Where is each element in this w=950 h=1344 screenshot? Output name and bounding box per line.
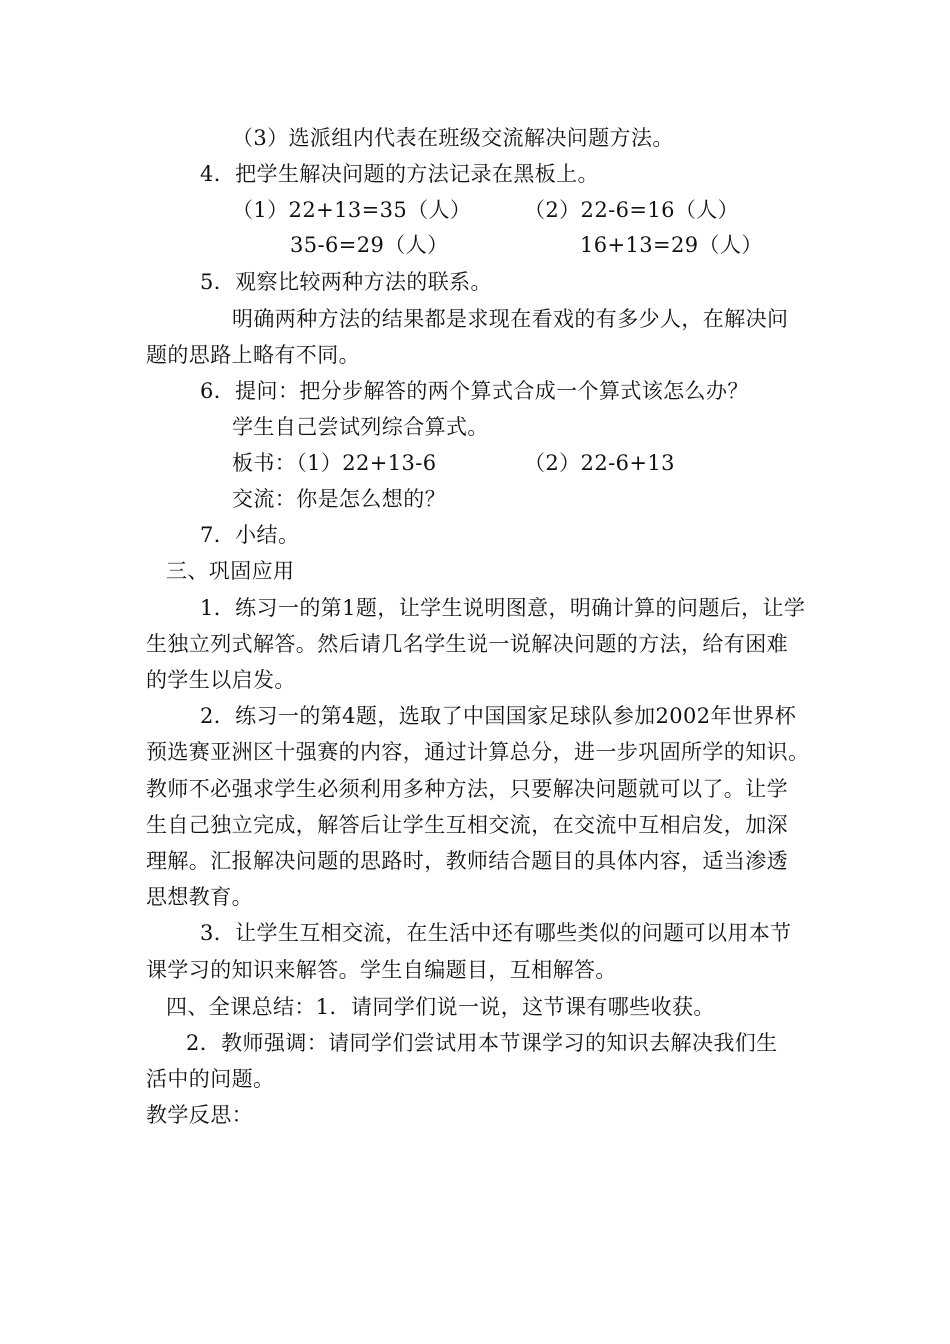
text-line: 思想教育。: [146, 885, 253, 909]
text-line: 4．把学生解决问题的方法记录在黑板上。: [200, 162, 599, 186]
text-line: 板书：（1）22+13-6: [232, 451, 437, 475]
text-line: 课学习的知识来解答。学生自编题目，互相解答。: [146, 958, 617, 982]
text-line: 生自己独立完成，解答后让学生互相交流，在交流中互相启发，加深: [146, 813, 788, 837]
text-line: 的学生以启发。: [146, 668, 296, 692]
text-line: 2．练习一的第4题，选取了中国国家足球队参加2002年世界杯: [200, 704, 797, 728]
text-line: 预选赛亚洲区十强赛的内容，通过计算总分，进一步巩固所学的知识。: [146, 740, 810, 764]
reflection-heading: 教学反思：: [146, 1103, 253, 1127]
section-heading: 三、巩固应用: [166, 559, 295, 583]
text-line: 交流：你是怎么想的？: [232, 487, 446, 511]
text-line: 35-6=29（人）: [290, 233, 449, 257]
text-line: 16+13=29（人）: [580, 233, 763, 257]
text-line: 1．练习一的第1题，让学生说明图意，明确计算的问题后，让学: [200, 596, 806, 620]
text-line: 教师不必强求学生必须利用多种方法，只要解决问题就可以了。让学: [146, 777, 788, 801]
text-line: 7．小结。: [200, 523, 300, 547]
text-line: （2）22-6+13: [524, 451, 675, 475]
text-line: 3．让学生互相交流，在生活中还有哪些类似的问题可以用本节: [200, 921, 792, 945]
section-heading: 四、全课总结：1．请同学们说一说，这节课有哪些收获。: [166, 995, 715, 1019]
text-line: 活中的问题。: [146, 1067, 275, 1091]
text-line: 题的思路上略有不同。: [146, 343, 360, 367]
text-line: 生独立列式解答。然后请几名学生说一说解决问题的方法，给有困难: [146, 632, 788, 656]
text-line: 5．观察比较两种方法的联系。: [200, 270, 492, 294]
text-line: （3）选派组内代表在班级交流解决问题方法。: [232, 126, 674, 150]
text-line: 2．教师强调：请同学们尝试用本节课学习的知识去解决我们生: [186, 1031, 778, 1055]
text-line: （2）22-6=16（人）: [524, 198, 740, 222]
text-line: 6．提问：把分步解答的两个算式合成一个算式该怎么办？: [200, 379, 749, 403]
text-line: （1）22+13=35（人）: [232, 198, 472, 222]
text-line: 理解。汇报解决问题的思路时，教师结合题目的具体内容，适当渗透: [146, 849, 788, 873]
text-line: 学生自己尝试列综合算式。: [232, 415, 489, 439]
text-line: 明确两种方法的结果都是求现在看戏的有多少人，在解决问: [232, 307, 789, 331]
